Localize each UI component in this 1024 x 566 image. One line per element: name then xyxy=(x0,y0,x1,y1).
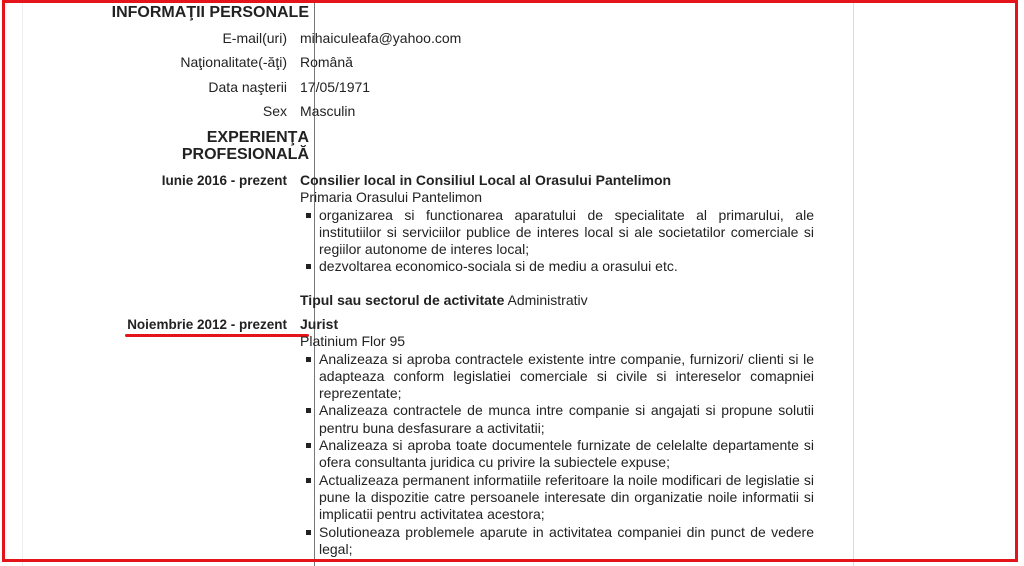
red-annotation-underline xyxy=(125,334,309,337)
sex-label: Sex xyxy=(262,103,287,119)
email-row xyxy=(23,28,853,52)
birthdate-value: 17/05/1971 xyxy=(300,79,371,95)
duty-item: Actualizeaza permanent informatiile referitoare la noile modificari de legislatie si pune la dispozitie catre persoanele interesate din organizatie noile informatii si implicatii pentru activitatea acestora; xyxy=(300,472,814,524)
email-label: E-mail(uri) xyxy=(222,30,287,46)
job-entry xyxy=(300,172,814,309)
email-value: mihaiculeafa@yahoo.com xyxy=(300,30,462,46)
duty-item: Analizeaza si aproba contractele existente intre companie, furnizori/ clienti si le adapteaza conform legislatiei comerciale si civile si intereselor comapniei reprezentate; xyxy=(300,351,814,403)
cv-document xyxy=(22,0,854,566)
job-entry xyxy=(300,316,814,558)
job-employer: Primaria Orasului Pantelimon xyxy=(300,189,483,206)
experience-heading-line1: EXPERIENŢA xyxy=(206,129,309,146)
birthdate-row xyxy=(23,77,853,101)
job-title: Consilier local in Consiliul Local al Orasului Pantelimon xyxy=(300,172,672,188)
job-employer: Platinium Flor 95 xyxy=(300,333,406,350)
sex-row xyxy=(23,101,853,125)
job-date: Noiembrie 2012 - prezent xyxy=(127,317,287,332)
job-duties xyxy=(300,207,814,276)
nationality-row xyxy=(23,52,853,76)
birthdate-label: Data naşterii xyxy=(208,79,287,95)
nationality-label: Naţionalitate(-ăţi) xyxy=(180,54,287,70)
sector-label: Tipul sau sectorul de activitate xyxy=(300,291,505,308)
personal-info-heading: INFORMAŢII PERSONALE xyxy=(111,4,309,21)
duty-item: Analizeaza si aproba toate documentele furnizate de celelalte departamente si ofera consultanta juridica cu privire la subiectele expuse; xyxy=(300,437,814,472)
duty-item: organizarea si functionarea aparatului de specialitate al primarului, ale institutiilor si serviciilor publice de interes local si ale societatilor comerciale si regiilor autonome de interes local; xyxy=(300,207,814,259)
job-duties xyxy=(300,351,814,559)
duty-item: Solutioneaza problemele aparute in activitatea companiei din punct de vedere legal; xyxy=(300,524,814,559)
experience-heading-line2: PROFESIONALĂ xyxy=(181,146,309,163)
experience-heading xyxy=(83,129,309,163)
sector-value: Administrativ xyxy=(507,291,588,308)
duty-item: dezvoltarea economico-sociala si de mediu a orasului etc. xyxy=(300,258,814,275)
duty-item: Analizeaza contractele de munca intre companie si angajati si propune solutii pentru buna desfasurare a activitatii; xyxy=(300,402,814,437)
job-date: Iunie 2016 - prezent xyxy=(161,173,287,188)
nationality-value: Română xyxy=(300,54,353,70)
job-title: Jurist xyxy=(300,316,339,332)
sex-value: Masculin xyxy=(300,103,356,119)
job-sector xyxy=(300,292,814,309)
